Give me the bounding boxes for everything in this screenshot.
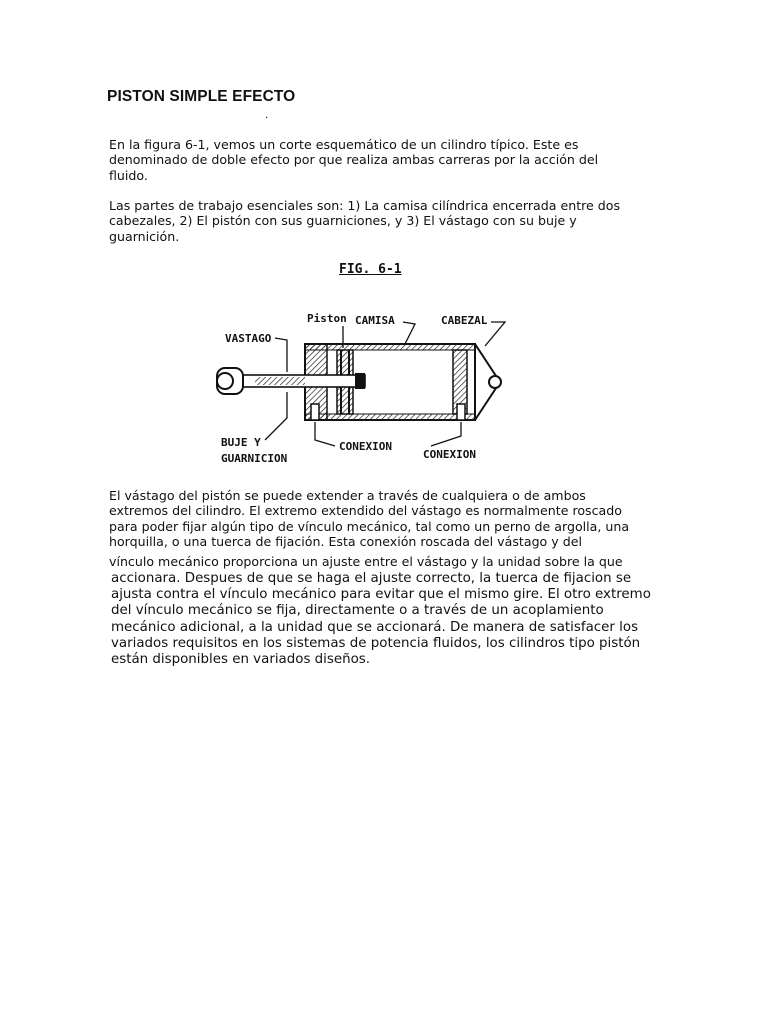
- label-buje-2: GUARNICION: [221, 452, 288, 465]
- paragraph-rod-line: El vástago del pistón se puede extender a través de cualquiera o de ambos: [109, 488, 586, 503]
- label-vastago: VASTAGO: [225, 332, 272, 345]
- clipped-line-wrap: [108, 555, 648, 571]
- paragraph-continued-line: del vínculo mecánico se fija, directamente o a través de un acoplamiento: [111, 603, 604, 619]
- paragraph-continued-line: variados requisitos en los sistemas de potencia fluidos, los cilindros tipo pistón: [111, 635, 641, 651]
- paragraph-rod-line-clipped: vínculo mecánico proporciona un ajuste entre el vástago y la unidad sobre la que: [109, 555, 623, 569]
- label-piston: Piston: [307, 312, 347, 325]
- cylinder-diagram: [195, 300, 525, 470]
- paragraph-continued-line: están disponibles en variados diseños.: [111, 652, 371, 668]
- label-buje-1: BUJE Y: [221, 436, 261, 449]
- label-conexion-2: CONEXION: [423, 448, 476, 461]
- paragraph-rod: [109, 488, 629, 550]
- paragraph-intro: En la figura 6-1, vemos un corte esquemático de un cilindro típico. Este es denominado de doble efecto por que realiza ambas carreras por la acción del fluido.: [109, 137, 599, 183]
- paragraph-continued: [111, 571, 651, 668]
- figure-caption: FIG. 6-1: [339, 262, 402, 277]
- label-camisa: CAMISA: [355, 314, 395, 327]
- stray-mark: .: [265, 107, 269, 121]
- port-left: [311, 404, 319, 420]
- cylinder-diagram-svg: [195, 300, 525, 470]
- paragraph-rod-line: para poder fijar algún tipo de vínculo mecánico, tal como un perno de argolla, una: [109, 518, 630, 534]
- rod-icon: [223, 373, 365, 389]
- paragraph-parts: Las partes de trabajo esenciales son: 1) La camisa cilíndrica encerrada entre dos cabezales, 2) El pistón con sus guarniciones, y 3) El vástago con su buje y guarnición.: [109, 198, 621, 244]
- label-conexion-1: CONEXION: [339, 440, 392, 453]
- paragraph-rod-line: horquilla, o una tuerca de fijación. Esta conexión roscada del vástago y del: [109, 534, 582, 550]
- label-cabezal: CABEZAL: [441, 314, 488, 327]
- paragraph-continued-line: accionara. Despues de que se haga el ajuste correcto, la tuerca de fijacion se: [111, 571, 632, 586]
- rod-eye-icon: [217, 368, 243, 394]
- port-right: [457, 404, 465, 420]
- paragraph-continued-line: ajusta contra el vínculo mecánico para evitar que el mismo gire. El otro extremo: [111, 587, 651, 603]
- paragraph-rod-line: extremos del cilindro. El extremo extendido del vástago es normalmente roscado: [109, 503, 622, 519]
- paragraph-continued-line: mecánico adicional, a la unidad que se accionará. De manera de satisfacer los: [111, 619, 639, 635]
- page-title: PISTON SIMPLE EFECTO: [107, 88, 296, 105]
- camisa-wall-bottom: [305, 414, 475, 420]
- cabezal-eye-icon: [489, 376, 501, 388]
- camisa-wall-top: [305, 344, 475, 350]
